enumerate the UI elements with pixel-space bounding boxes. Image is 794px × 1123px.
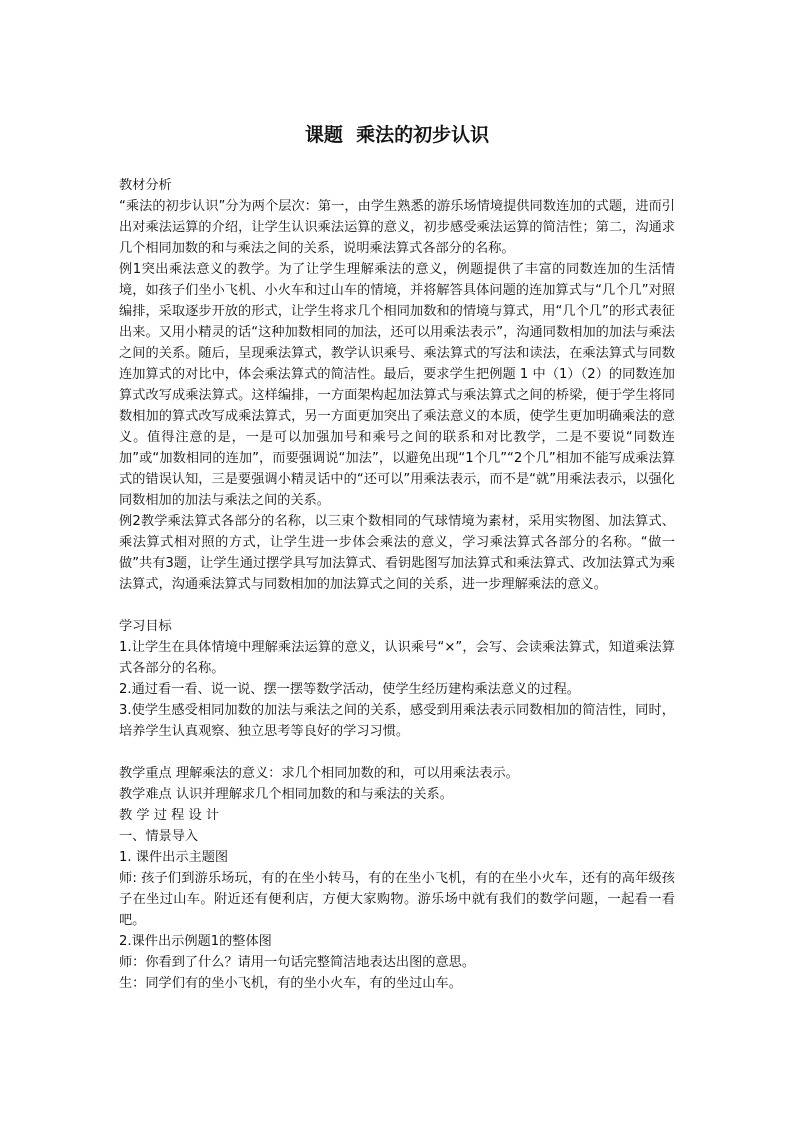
objective-item-3: 3.使学生感受相同加数的加法与乘法之间的关系，感受到用乘法表示同数相加的简洁性，同时，培养学生认真观察、独立思考等良好的学习习惯。 (119, 703, 675, 739)
section-heading-objectives: 学习目标 (119, 619, 172, 634)
paragraph-analysis-overview: “乘法的初步认识”分为两个层次：第一，由学生熟悉的游乐场情境提供同数连加的式题，进而引出对乘法运算的介绍，让学生认识乘法运算的意义，初步感受乘法运算的简洁性；第二，沟通求几个相同加数的和与乘法之间的关系，说明乘法算式各部分的名称。 (119, 199, 675, 256)
paragraph-example-1: 例1突出乘法意义的教学。为了让学生理解乘法的意义，例题提供了丰富的同数连加的生活情境，如孩子们坐小飞机、小火车和过山车的情境，并将解答具体问题的连加算式与“几个几”对照编排，采取逐步开放的形式，让学生将求几个相同加数和的情境与算式，用“几个几”的形式表征出来。又用小精灵的话“这种加数相同的加法，还可以用乘法表示”，沟通同数相加的加法与乘法之间的关系。随后，呈现乘法算式，教学认识乘号、乘法算式的写法和读法，在乘法算式与同数连加算式的对比中，体会乘法算式的简洁性。最后，要求学生把例题 1 中（1）（2）的同数连加算式改写成乘法算式。这样编排，一方面架构起加法算式与乘法算式之间的桥梁，便于学生将同数相加的算式改写成乘法算式，另一方面更加突出了乘法意义的本质，使学生更加明确乘法的意义。值得注意的是，一是可以加强加号和乘号之间的联系和对比教学，二是不要说“同数连加”或“加数相同的连加”，而要强调说“加法”，以避免出现“1个几”“2个几”相加不能写成乘法算式的错误认知，三是要强调小精灵话中的“还可以”用乘法表示，而不是“就”用乘法表示，以强化同数相加的加法与乘法之间的关系。 (119, 262, 675, 508)
page-title: 课题 乘法的初步认识 (304, 124, 490, 146)
key-point: 教学重点 理解乘法的意义：求几个相同加数的和，可以用乘法表示。 (119, 766, 519, 781)
step2-heading: 2.课件出示例题1的整体图 (119, 934, 272, 949)
step2-student-line: 生：同学们有的坐小飞机，有的坐小火车，有的坐过山车。 (119, 976, 462, 991)
objective-item-2: 2.通过看一看、说一说、摆一摆等数学活动，使学生经历建构乘法意义的过程。 (119, 682, 580, 697)
difficult-point: 教学难点 认识并理解求几个相同加数的和与乘法的关系。 (119, 787, 453, 802)
objective-item-1: 1.让学生在具体情境中理解乘法运算的意义，认识乘号“×”，会写、会读乘法算式，知道乘法算式各部分的名称。 (119, 640, 675, 676)
spacer (119, 595, 675, 616)
paragraph-example-2: 例2教学乘法算式各部分的名称，以三束个数相同的气球情境为素材，采用实物图、加法算式、乘法算式相对照的方式，让学生进一步体会乘法的意义，学习乘法算式各部分的名称。“做一做”共有3题，让学生通过摆学具写加法算式、看钥匙图写加法算式和乘法算式、改加法算式为乘法算式，沟通乘法算式与同数相加的加法算式之间的关系，进一步理解乘法的意义。 (119, 514, 675, 592)
section-heading-textbook-analysis: 教材分析 (119, 178, 172, 193)
spacer (119, 742, 675, 763)
step1-heading: 1. 课件出示主题图 (119, 850, 229, 865)
document-body (119, 175, 675, 994)
part-one-heading: 一、情景导入 (119, 829, 199, 844)
step1-text: 师: 孩子们到游乐场玩，有的在坐小转马，有的在坐小飞机，有的在坐小火车，还有的高年级孩子在坐过山车。附近还有便利店，方便大家购物。游乐场中就有我们的数学问题，一起看一看吧。 (119, 871, 675, 928)
design-heading: 教 学 过 程 设 计 (119, 808, 220, 823)
step2-teacher-line: 师：你看到了什么？请用一句话完整简洁地表达出图的意思。 (119, 955, 476, 970)
